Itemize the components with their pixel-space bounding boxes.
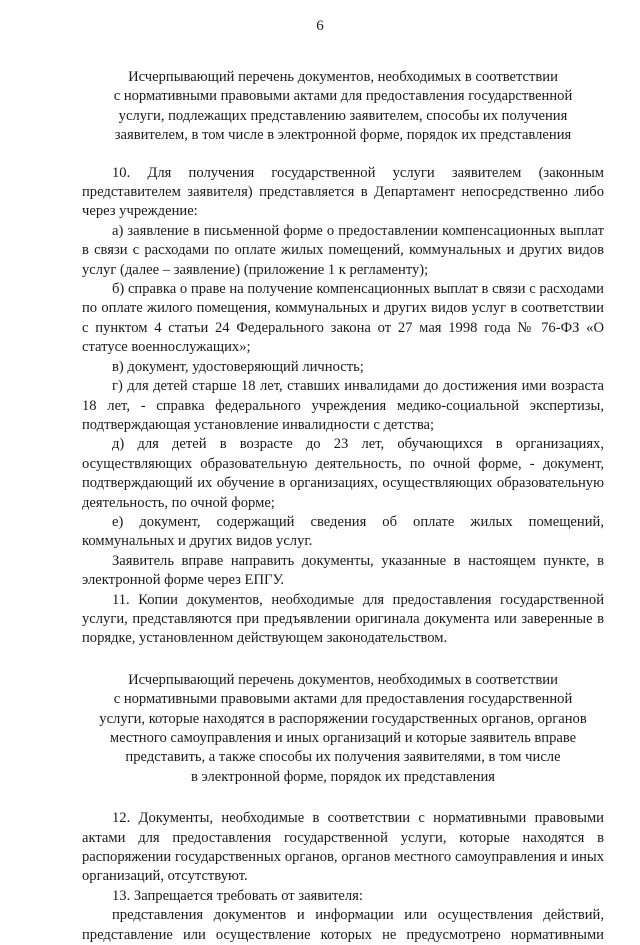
page-content: [82, 68, 604, 945]
heading-line: Исчерпывающий перечень документов, необходимых в соответствии: [128, 671, 558, 688]
section-heading-1: [82, 68, 604, 146]
paragraph-10: 10. Для получения государственной услуги заявителем (законным представителем заявителя) представляется в Департамент непосредственно либо через учреждение:: [82, 164, 604, 220]
paragraph-13-item: представления документов и информации или осуществления действий, представление или осуществление которых не предусмотрено нормативными: [82, 907, 604, 943]
paragraph-10b: б) справка о праве на получение компенсационных выплат в связи с расходами по оплате жилого помещения, коммунальных и других видов услуг в соответствии с пунктом 4 статьи 24 Федерального закона от 27 мая 1998 года № 76-ФЗ «О статусе военнослужащих»;: [82, 281, 604, 356]
heading-line: услуги, которые находятся в распоряжении государственных органов, органов: [99, 710, 587, 727]
paragraph-10d: д) для детей в возрасте до 23 лет, обучающихся в организациях, осуществляющих образовательную деятельность, по очной форме, - документ, подтверждающий их обучение в организациях, осуществляющих образовательную деятельность, по очной форме;: [82, 436, 604, 511]
heading-line: с нормативными правовыми актами для предоставления государственной: [113, 88, 573, 105]
section-heading-2: [82, 671, 604, 787]
paragraph-11: 11. Копии документов, необходимые для предоставления государственной услуги, представляются при предъявлении оригинала документа или заверенные в порядке, установленном действующем законодательством.: [82, 591, 604, 647]
paragraph-10e: е) документ, содержащий сведения об оплате жилых помещений, коммунальных и других видов услуг.: [82, 513, 604, 550]
heading-line: Исчерпывающий перечень документов, необходимых в соответствии: [128, 69, 558, 85]
heading-line: услуги, подлежащих представлению заявителем, способы их получения: [118, 107, 568, 124]
paragraph-10v: в) документ, удостоверяющий личность;: [112, 358, 364, 375]
paragraph-12: 12. Документы, необходимые в соответствии с нормативными правовыми актами для предоставления государственной услуги, которые находятся в распоряжении государственных органов, органов местного самоуправления и иных организаций, отсутствуют.: [82, 810, 604, 885]
heading-line: с нормативными правовыми актами для предоставления государственной: [113, 691, 573, 708]
paragraph-10g: г) для детей старше 18 лет, ставших инвалидами до достижения ими возраста 18 лет, - справка федерального учреждения медико-социальной экспертизы, подтверждающая установление инвалидности с детства;: [82, 378, 604, 433]
page-number: 6: [316, 18, 324, 34]
paragraph-applicant-right: Заявитель вправе направить документы, указанные в настоящем пункте, в электронной форме через ЕПГУ.: [82, 552, 604, 589]
heading-line: местного самоуправления и иных организаций и которые заявитель вправе: [109, 730, 577, 746]
heading-line: в электронной форме, порядок их представления: [190, 768, 495, 785]
heading-line: представить, а также способы их получения заявителями, в том числе: [125, 749, 561, 766]
paragraph-13: 13. Запрещается требовать от заявителя:: [112, 887, 363, 904]
heading-line: заявителем, в том числе в электронной форме, порядок их представления: [114, 127, 572, 144]
paragraph-10a: а) заявление в письменной форме о предоставлении компенсационных выплат в связи с расходами по оплате жилых помещений, коммунальных и других видов услуг (далее – заявление) (приложение 1 к регламенту);: [82, 222, 604, 278]
